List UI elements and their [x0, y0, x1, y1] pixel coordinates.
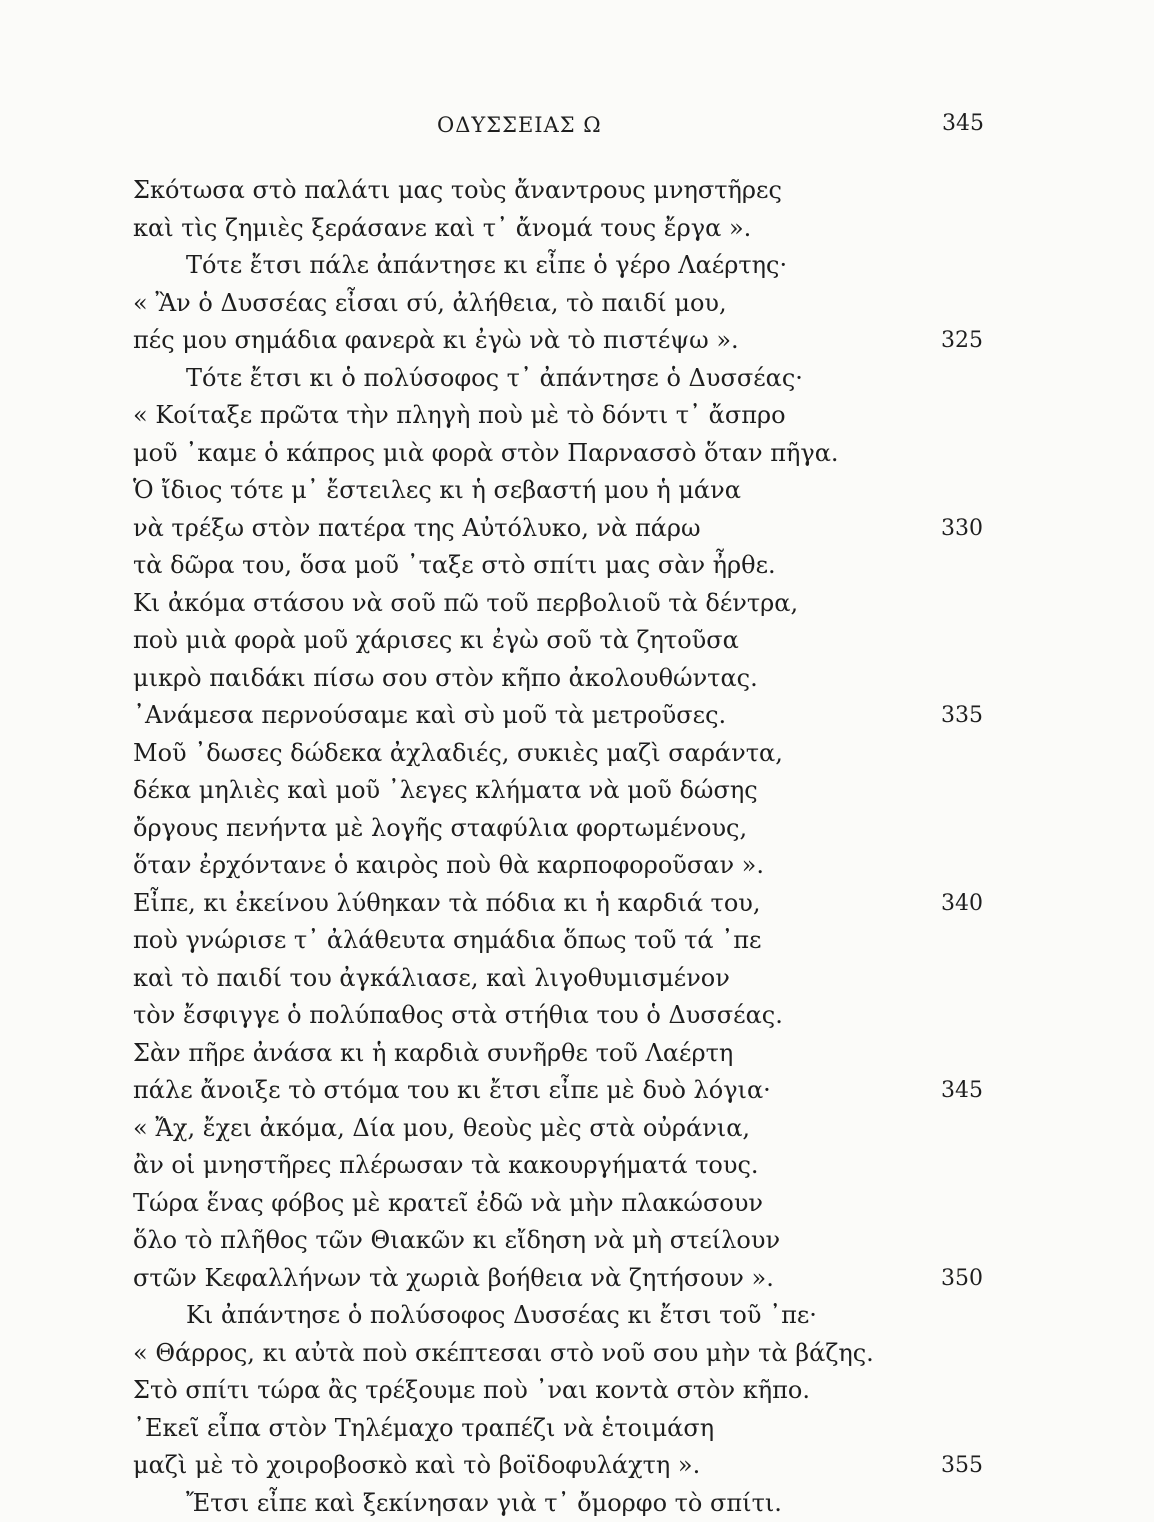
verse-text: ᾿Εκεῖ εἶπα στὸν Τηλέμαχο τραπέζι νὰ ἑτοιμάση	[133, 1410, 714, 1448]
verse-line	[0, 697, 1154, 735]
verse-line	[0, 772, 1154, 810]
verse-line	[0, 285, 1154, 323]
verse-text: Εἶπε, κι ἐκείνου λύθηκαν τὰ πόδια κι ἡ καρδιά του,	[133, 885, 761, 923]
verse-text: πάλε ἄνοιξε τὸ στόμα του κι ἔτσι εἶπε μὲ δυὸ λόγια·	[133, 1072, 771, 1110]
verse-line	[0, 997, 1154, 1035]
verse-text: δέκα μηλιὲς καὶ μοῦ ᾿λεγες κλήματα νὰ μοῦ δώσης	[133, 772, 758, 810]
line-number: 340	[941, 885, 983, 923]
verse-line	[0, 1447, 1154, 1485]
line-number: 355	[941, 1447, 983, 1485]
verse-line	[0, 922, 1154, 960]
verse-line	[0, 660, 1154, 698]
verse-line	[0, 1072, 1154, 1110]
verse-line	[0, 510, 1154, 548]
verse-text: στῶν Κεφαλλήνων τὰ χωριὰ βοήθεια νὰ ζητήσουν ».	[133, 1260, 774, 1298]
verse-line	[0, 172, 1154, 210]
verse-text: Μοῦ ᾿δωσες δώδεκα ἀχλαδιές, συκιὲς μαζὶ σαράντα,	[133, 735, 783, 773]
verse-text: τὸν ἔσφιγγε ὁ πολύπαθος στὰ στήθια του ὁ Δυσσέας.	[133, 997, 783, 1035]
line-number: 345	[941, 1072, 983, 1110]
verse-line	[0, 1147, 1154, 1185]
verse-line	[0, 735, 1154, 773]
verse-text: Τότε ἔτσι κι ὁ πολύσοφος τ᾿ ἀπάντησε ὁ Δυσσέας·	[186, 360, 803, 398]
verse-text: ὅταν ἐρχόντανε ὁ καιρὸς ποὺ θὰ καρποφοροῦσαν ».	[133, 847, 764, 885]
verse-text: μαζὶ μὲ τὸ χοιροβοσκὸ καὶ τὸ βοϊδοφυλάχτη ».	[133, 1447, 700, 1485]
verse-text: ἂν οἱ μνηστῆρες πλέρωσαν τὰ κακουργήματά τους.	[133, 1147, 759, 1185]
verse-text: Τώρα ἕνας φόβος μὲ κρατεῖ ἐδῶ νὰ μὴν πλακώσουν	[133, 1185, 763, 1223]
verse-text: καὶ τὸ παιδί του ἀγκάλιασε, καὶ λιγοθυμισμένον	[133, 960, 730, 998]
verse-line	[0, 322, 1154, 360]
verse-line	[0, 1335, 1154, 1373]
verse-line	[0, 547, 1154, 585]
line-number: 335	[941, 697, 983, 735]
verse-text: « Ἂν ὁ Δυσσέας εἶσαι σύ, ἀλήθεια, τὸ παιδί μου,	[133, 285, 727, 323]
verse-line	[0, 622, 1154, 660]
verse-text: μικρὸ παιδάκι πίσω σου στὸν κῆπο ἀκολουθώντας.	[133, 660, 758, 698]
verse-line	[0, 960, 1154, 998]
line-number: 350	[941, 1260, 983, 1298]
verse-line	[0, 1410, 1154, 1448]
line-number: 325	[941, 322, 983, 360]
verse-line	[0, 885, 1154, 923]
running-title: ΟΔΥΣΣΕΙΑΣ Ω	[437, 113, 602, 137]
verse-line	[0, 1485, 1154, 1522]
verse-text: πές μου σημάδια φανερὰ κι ἐγὼ νὰ τὸ πιστέψω ».	[133, 322, 739, 360]
verse-line	[0, 1260, 1154, 1298]
verse-text: ὅλο τὸ πλῆθος τῶν Θιακῶν κι εἴδηση νὰ μὴ στείλουν	[133, 1222, 780, 1260]
verse-line	[0, 247, 1154, 285]
verse-line	[0, 435, 1154, 473]
verse-text: Κι ἀκόμα στάσου νὰ σοῦ πῶ τοῦ περβολιοῦ τὰ δέντρα,	[133, 585, 798, 623]
verse-line	[0, 360, 1154, 398]
verse-text: « Θάρρος, κι αὐτὰ ποὺ σκέπτεσαι στὸ νοῦ σου μὴν τὰ βάζης.	[133, 1335, 874, 1373]
verse-line	[0, 1372, 1154, 1410]
verse-text: Κι ἀπάντησε ὁ πολύσοφος Δυσσέας κι ἔτσι τοῦ ᾿πε·	[186, 1297, 817, 1335]
verse-line	[0, 585, 1154, 623]
verse-text: ὄργους πενήντα μὲ λογῆς σταφύλια φορτωμένους,	[133, 810, 747, 848]
verse-line	[0, 1110, 1154, 1148]
verse-block	[0, 172, 1154, 1522]
verse-text: μοῦ ᾿καμε ὁ κάπρος μιὰ φορὰ στὸν Παρνασσὸ ὅταν πῆγα.	[133, 435, 839, 473]
verse-line	[0, 847, 1154, 885]
verse-text: Στὸ σπίτι τώρα ἂς τρέξουμε ποὺ ᾿ναι κοντὰ στὸν κῆπο.	[133, 1372, 810, 1410]
verse-line	[0, 472, 1154, 510]
verse-text: Τότε ἔτσι πάλε ἀπάντησε κι εἶπε ὁ γέρο Λαέρτης·	[186, 247, 787, 285]
verse-line	[0, 810, 1154, 848]
verse-text: τὰ δῶρα του, ὅσα μοῦ ᾿ταξε στὸ σπίτι μας σὰν ἦρθε.	[133, 547, 776, 585]
verse-line	[0, 1222, 1154, 1260]
verse-text: καὶ τὶς ζημιὲς ξεράσανε καὶ τ᾿ ἄνομά τους ἔργα ».	[133, 210, 751, 248]
verse-text: Ὁ ἴδιος τότε μ᾿ ἔστειλες κι ἡ σεβαστή μου ἡ μάνα	[133, 472, 741, 510]
verse-line	[0, 210, 1154, 248]
verse-text: ᾿Ανάμεσα περνούσαμε καὶ σὺ μοῦ τὰ μετροῦσες.	[133, 697, 726, 735]
line-number: 330	[941, 510, 983, 548]
verse-text: Ἔτσι εἶπε καὶ ξεκίνησαν γιὰ τ᾿ ὄμορφο τὸ σπίτι.	[186, 1485, 782, 1522]
verse-text: Σκότωσα στὸ παλάτι μας τοὺς ἄναντρους μνηστῆρες	[133, 172, 782, 210]
verse-text: νὰ τρέξω στὸν πατέρα της Αὐτόλυκο, νὰ πάρω	[133, 510, 701, 548]
verse-line	[0, 1185, 1154, 1223]
verse-text: Σὰν πῆρε ἀνάσα κι ἡ καρδιὰ συνῆρθε τοῦ Λαέρτη	[133, 1035, 733, 1073]
page-number: 345	[942, 111, 984, 136]
verse-line	[0, 1035, 1154, 1073]
verse-line	[0, 397, 1154, 435]
verse-line	[0, 1297, 1154, 1335]
verse-text: « Κοίταξε πρῶτα τὴν πληγὴ ποὺ μὲ τὸ δόντι τ᾿ ἄσπρο	[133, 397, 786, 435]
verse-text: ποὺ μιὰ φορὰ μοῦ χάρισες κι ἐγὼ σοῦ τὰ ζητοῦσα	[133, 622, 739, 660]
verse-text: ποὺ γνώρισε τ᾿ ἀλάθευτα σημάδια ὅπως τοῦ τά ᾿πε	[133, 922, 761, 960]
verse-text: « Ἄχ, ἔχει ἀκόμα, Δία μου, θεοὺς μὲς στὰ οὐράνια,	[133, 1110, 750, 1148]
